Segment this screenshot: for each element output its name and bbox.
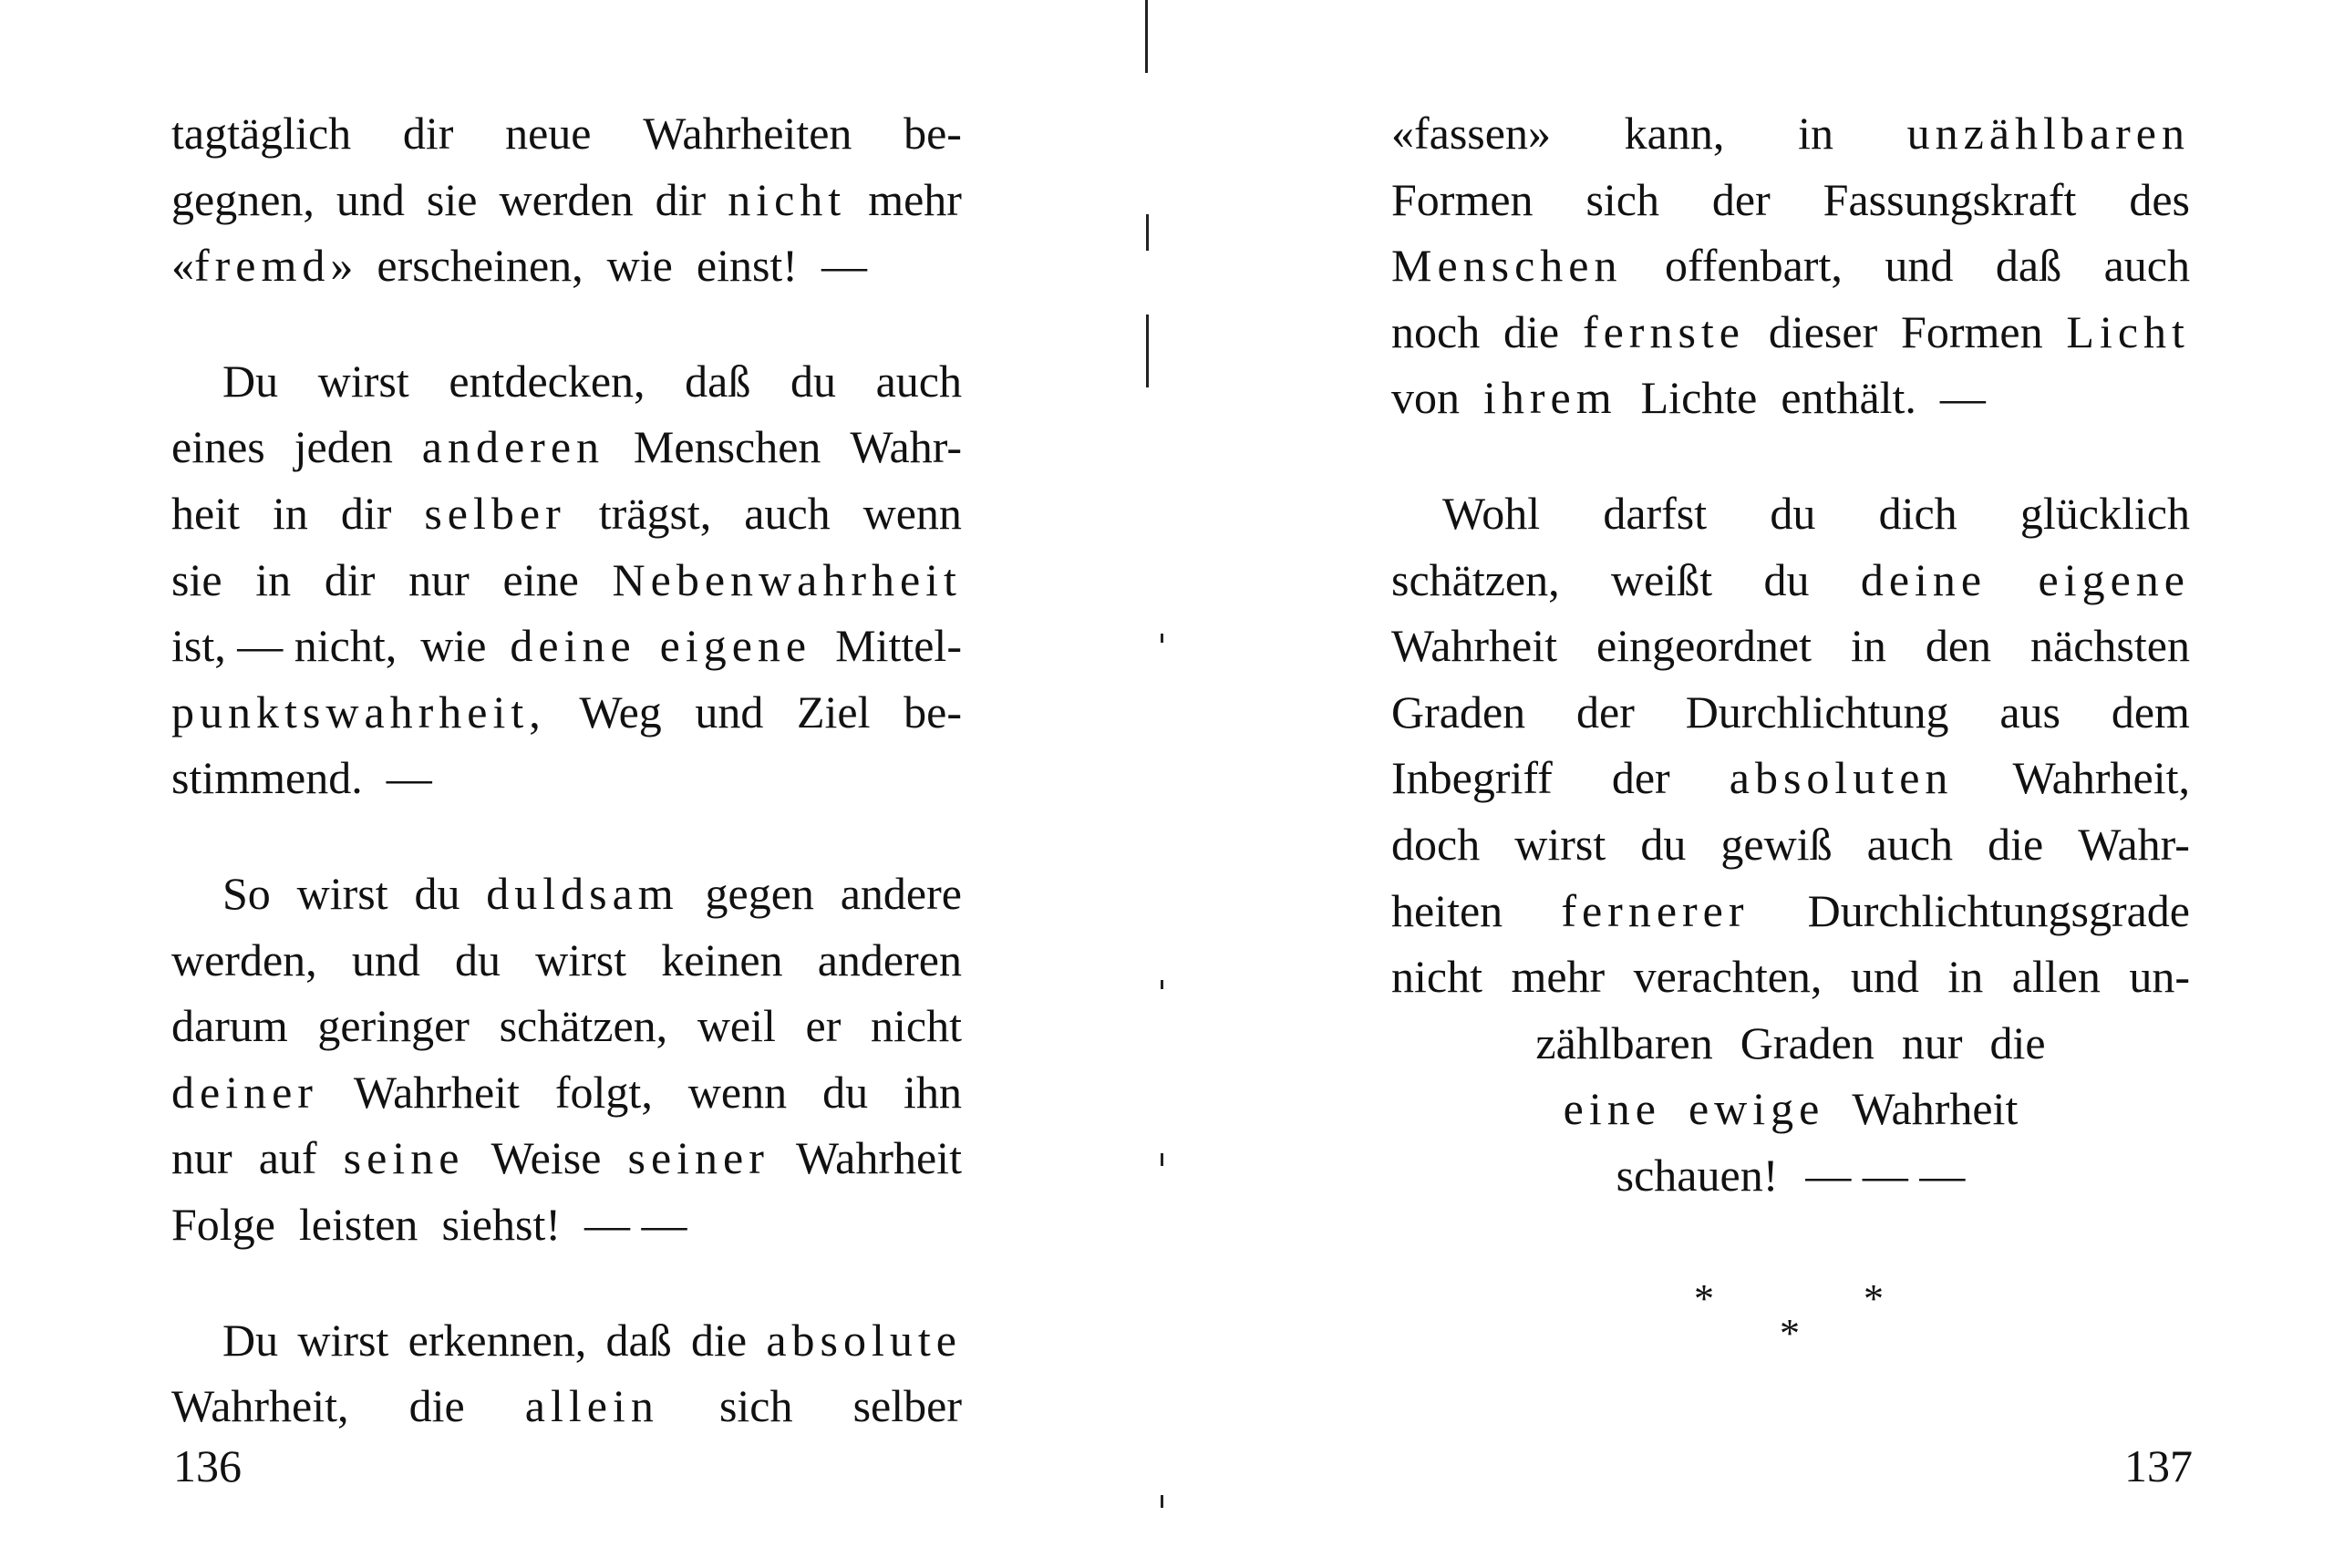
word: andere bbox=[840, 867, 962, 919]
word: die bbox=[1989, 1016, 2046, 1068]
page-number: 136 bbox=[173, 1440, 242, 1491]
word: ihn bbox=[904, 1066, 962, 1118]
spaced-word: eigene bbox=[659, 620, 812, 672]
word: Wahrheit bbox=[1852, 1083, 2019, 1135]
word: gegnen, bbox=[171, 173, 315, 225]
text-line bbox=[1391, 745, 2190, 811]
word: eine bbox=[502, 553, 579, 605]
word: Mittel- bbox=[835, 620, 962, 672]
word: des bbox=[2129, 173, 2190, 225]
word: schätzen, bbox=[499, 1000, 668, 1052]
word: jeden bbox=[294, 421, 393, 473]
text-line bbox=[1391, 811, 2190, 878]
spaced-word: punktswahrheit, bbox=[171, 686, 546, 738]
word: Du bbox=[222, 1314, 279, 1366]
word: geringer bbox=[317, 1000, 470, 1052]
word: offenbart, bbox=[1665, 240, 1843, 292]
text-line bbox=[171, 348, 962, 415]
spaced-word: Menschen bbox=[1391, 240, 1623, 292]
gutter-mark bbox=[1146, 214, 1149, 251]
word: in bbox=[1947, 951, 1984, 1003]
word: Wahrheit bbox=[795, 1132, 962, 1184]
paragraph bbox=[171, 100, 962, 299]
word: dem bbox=[2111, 686, 2190, 738]
word: Wahr- bbox=[2078, 818, 2190, 870]
word: Du bbox=[222, 355, 279, 407]
text-line bbox=[171, 1125, 962, 1191]
word: auch bbox=[875, 355, 962, 407]
word: und bbox=[1850, 951, 1919, 1003]
word: die bbox=[408, 1380, 465, 1432]
word: trägst, bbox=[598, 487, 712, 539]
word: ist, — nicht, bbox=[171, 620, 398, 672]
word: kann, bbox=[1624, 108, 1725, 159]
paragraph bbox=[1391, 480, 2190, 1209]
gutter-mark bbox=[1146, 315, 1149, 387]
text-line bbox=[1391, 878, 2190, 944]
word: nur bbox=[408, 553, 470, 605]
word: tagtäglich bbox=[171, 108, 352, 159]
text-line bbox=[171, 993, 962, 1059]
text-line bbox=[1391, 547, 2190, 614]
word: du bbox=[1640, 818, 1687, 870]
spaced-word: duldsam bbox=[486, 867, 679, 919]
word: un- bbox=[2129, 951, 2190, 1003]
text-line bbox=[1391, 613, 2190, 679]
paragraph bbox=[171, 861, 962, 1258]
word: in bbox=[1798, 108, 1833, 159]
word: eines bbox=[171, 421, 265, 473]
text-line bbox=[1391, 480, 2190, 547]
word: wirst bbox=[297, 1314, 389, 1366]
word: Graden bbox=[1391, 686, 1526, 738]
text-line bbox=[171, 1373, 962, 1439]
word: die bbox=[1503, 305, 1560, 357]
spaced-word: nicht bbox=[728, 173, 847, 225]
word: wirst bbox=[296, 867, 388, 919]
word: Wahrheit, bbox=[2012, 752, 2190, 804]
word: Wahrheit bbox=[1391, 620, 1558, 672]
word: dir bbox=[324, 553, 376, 605]
word: folgt, bbox=[554, 1066, 653, 1118]
spaced-word: ewige bbox=[1688, 1083, 1825, 1135]
word: der bbox=[1611, 752, 1670, 804]
word: und bbox=[695, 686, 764, 738]
text-line bbox=[1391, 1010, 2190, 1077]
word: auch bbox=[2103, 240, 2190, 292]
text-line bbox=[1391, 944, 2190, 1010]
word: der bbox=[1711, 173, 1771, 225]
word: und bbox=[1885, 240, 1954, 292]
word: nur bbox=[171, 1132, 232, 1184]
word: noch bbox=[1391, 305, 1481, 357]
text-line bbox=[1391, 167, 2190, 233]
word: be- bbox=[904, 686, 962, 738]
word: aus bbox=[1999, 686, 2061, 738]
text-line bbox=[171, 547, 962, 614]
spaced-word: eine bbox=[1563, 1083, 1661, 1135]
text-line bbox=[1391, 1142, 2190, 1209]
word: auch bbox=[1866, 818, 1954, 870]
word: wie bbox=[420, 620, 487, 672]
word: Menschen bbox=[633, 421, 821, 473]
word: So bbox=[222, 867, 271, 919]
word: heiten bbox=[1391, 884, 1503, 936]
word: werden, bbox=[171, 934, 317, 985]
word: dir bbox=[402, 108, 454, 159]
spaced-word: eigene bbox=[2038, 553, 2190, 605]
word: zählbaren bbox=[1535, 1016, 1713, 1068]
word: Lichte bbox=[1640, 372, 1758, 424]
word: du bbox=[454, 934, 501, 985]
text-line bbox=[171, 745, 962, 811]
word: wirst bbox=[535, 934, 627, 985]
text-line bbox=[171, 1307, 962, 1374]
text-line bbox=[171, 861, 962, 927]
word: darum bbox=[171, 1000, 288, 1052]
page-number: 137 bbox=[2124, 1440, 2193, 1491]
word: selber bbox=[852, 1380, 962, 1432]
word: «fremd» bbox=[171, 240, 354, 292]
word: werden bbox=[499, 173, 634, 225]
word: erscheinen, bbox=[377, 240, 584, 292]
text-line bbox=[1391, 1076, 2190, 1142]
word: du bbox=[1770, 487, 1816, 539]
word: Inbegriff bbox=[1391, 752, 1553, 804]
text-line bbox=[171, 679, 962, 746]
word: entdecken, bbox=[449, 355, 645, 407]
word: verachten, bbox=[1633, 951, 1823, 1003]
word: keinen bbox=[661, 934, 783, 985]
spaced-word: absoluten bbox=[1729, 752, 1954, 804]
spaced-word: Licht bbox=[2066, 305, 2190, 357]
text-line bbox=[171, 100, 962, 167]
word: erkennen, bbox=[408, 1314, 587, 1366]
word: Weg bbox=[579, 686, 662, 738]
word: dieser bbox=[1768, 305, 1878, 357]
word: sich bbox=[1585, 173, 1659, 225]
spaced-word: allein bbox=[524, 1380, 659, 1432]
spaced-word: seine bbox=[343, 1132, 465, 1184]
word: sich bbox=[718, 1380, 793, 1432]
word: dir bbox=[655, 173, 707, 225]
word: wenn bbox=[862, 487, 962, 539]
spaced-word: deine bbox=[510, 620, 636, 672]
word: allen bbox=[2011, 951, 2101, 1003]
word: auf bbox=[258, 1132, 317, 1184]
word: glücklich bbox=[2019, 487, 2190, 539]
word: darfst bbox=[1603, 487, 1708, 539]
word: eingeordnet bbox=[1596, 620, 1812, 672]
word: anderen bbox=[817, 934, 962, 985]
word: nächsten bbox=[2030, 620, 2190, 672]
spaced-word: selber bbox=[424, 487, 566, 539]
gutter-mark bbox=[1161, 1495, 1163, 1508]
left-text-column bbox=[171, 100, 962, 1489]
word: doch bbox=[1391, 818, 1481, 870]
word: Durchlichtung bbox=[1685, 686, 1949, 738]
spaced-word: deine bbox=[1860, 553, 1988, 605]
word: mehr bbox=[868, 173, 962, 225]
word: Fassungskraft bbox=[1823, 173, 2077, 225]
paragraph bbox=[1391, 100, 2190, 431]
word: be- bbox=[904, 108, 962, 159]
word: du bbox=[414, 867, 460, 919]
text-line bbox=[171, 480, 962, 547]
asterism-ornament bbox=[1167, 1272, 2334, 1356]
word: neue bbox=[505, 108, 592, 159]
word: schauen! bbox=[1616, 1149, 1779, 1201]
text-line bbox=[171, 167, 962, 233]
word: — bbox=[821, 240, 867, 292]
word: in bbox=[255, 553, 292, 605]
word: und bbox=[351, 934, 420, 985]
word: dir bbox=[340, 487, 392, 539]
word: — — bbox=[584, 1198, 687, 1250]
word: leisten bbox=[298, 1198, 418, 1250]
book-gutter bbox=[1138, 0, 1165, 1568]
word: wie bbox=[606, 240, 673, 292]
text-line bbox=[171, 1059, 962, 1126]
word: mehr bbox=[1511, 951, 1606, 1003]
paragraph bbox=[171, 348, 962, 811]
text-line bbox=[171, 232, 962, 299]
word: Wahrheiten bbox=[643, 108, 852, 159]
word: heit bbox=[171, 487, 240, 539]
word: Graden bbox=[1740, 1016, 1874, 1068]
word: Wohl bbox=[1442, 487, 1541, 539]
word: — — — bbox=[1805, 1149, 1966, 1201]
word: schätzen, bbox=[1391, 553, 1560, 605]
word: stimmend. bbox=[171, 752, 363, 804]
word: daß bbox=[1995, 240, 2062, 292]
word: in bbox=[1850, 620, 1886, 672]
word: die bbox=[690, 1314, 748, 1366]
text-line bbox=[171, 414, 962, 480]
word: Ziel bbox=[797, 686, 871, 738]
spaced-word: anderen bbox=[421, 421, 605, 473]
word: gewiß bbox=[1720, 818, 1833, 870]
word: Folge bbox=[171, 1198, 275, 1250]
spaced-word: deiner bbox=[171, 1066, 318, 1118]
word: Weise bbox=[491, 1132, 602, 1184]
word: auch bbox=[744, 487, 831, 539]
word: Durchlichtungsgrade bbox=[1807, 884, 2190, 936]
asterisk: * bbox=[1694, 1276, 1714, 1321]
text-line bbox=[171, 927, 962, 994]
spaced-word: ihrem bbox=[1483, 372, 1617, 424]
word: weil bbox=[697, 1000, 776, 1052]
gutter-mark bbox=[1161, 1153, 1163, 1166]
word: und bbox=[336, 173, 405, 225]
word: du bbox=[1763, 553, 1810, 605]
word: nicht bbox=[1391, 951, 1482, 1003]
word: wirst bbox=[1514, 818, 1606, 870]
word: — bbox=[1939, 372, 1986, 424]
asterisk: * bbox=[1780, 1311, 1800, 1356]
word: wirst bbox=[317, 355, 409, 407]
word: nur bbox=[1901, 1016, 1963, 1068]
word: daß bbox=[605, 1314, 672, 1366]
gutter-mark bbox=[1161, 980, 1163, 989]
word: von bbox=[1391, 372, 1460, 424]
word: wenn bbox=[687, 1066, 788, 1118]
right-text-column bbox=[1391, 100, 2190, 1209]
word: Wahrheit, bbox=[171, 1380, 349, 1432]
word: nicht bbox=[871, 1000, 962, 1052]
word: Formen bbox=[1901, 305, 2043, 357]
word: siehst! bbox=[441, 1198, 561, 1250]
word: einst! bbox=[696, 240, 798, 292]
word: — bbox=[386, 752, 432, 804]
spaced-word: absolute bbox=[766, 1314, 962, 1366]
word: weißt bbox=[1611, 553, 1713, 605]
word: den bbox=[1925, 620, 1992, 672]
word: Wahr- bbox=[850, 421, 962, 473]
gutter-mark bbox=[1161, 634, 1163, 643]
spaced-word: Nebenwahrheit bbox=[612, 553, 962, 605]
word: dich bbox=[1878, 487, 1957, 539]
word: sie bbox=[171, 553, 222, 605]
spaced-word: seiner bbox=[627, 1132, 769, 1184]
spaced-word: unzählbaren bbox=[1906, 108, 2190, 159]
word: «fassen» bbox=[1391, 108, 1551, 159]
right-page bbox=[1167, 0, 2334, 1568]
word: sie bbox=[426, 173, 478, 225]
word: enthält. bbox=[1781, 372, 1916, 424]
text-line bbox=[1391, 365, 2190, 431]
text-line bbox=[171, 1191, 962, 1258]
word: Formen bbox=[1391, 173, 1534, 225]
word: daß bbox=[685, 355, 751, 407]
word: du bbox=[790, 355, 836, 407]
text-line bbox=[1391, 679, 2190, 746]
text-line bbox=[1391, 232, 2190, 299]
paragraph bbox=[171, 1307, 962, 1439]
gutter-mark bbox=[1145, 0, 1148, 73]
word: in bbox=[272, 487, 308, 539]
word: der bbox=[1576, 686, 1635, 738]
word: er bbox=[805, 1000, 842, 1052]
text-line bbox=[171, 613, 962, 679]
text-line bbox=[1391, 299, 2190, 366]
word: die bbox=[1988, 818, 2044, 870]
word: du bbox=[822, 1066, 869, 1118]
spaced-word: fernerer bbox=[1561, 884, 1750, 936]
asterisk: * bbox=[1864, 1276, 1884, 1321]
text-line bbox=[1391, 100, 2190, 167]
spaced-word: fernste bbox=[1582, 305, 1745, 357]
word: gegen bbox=[705, 867, 814, 919]
word: Wahrheit bbox=[353, 1066, 520, 1118]
